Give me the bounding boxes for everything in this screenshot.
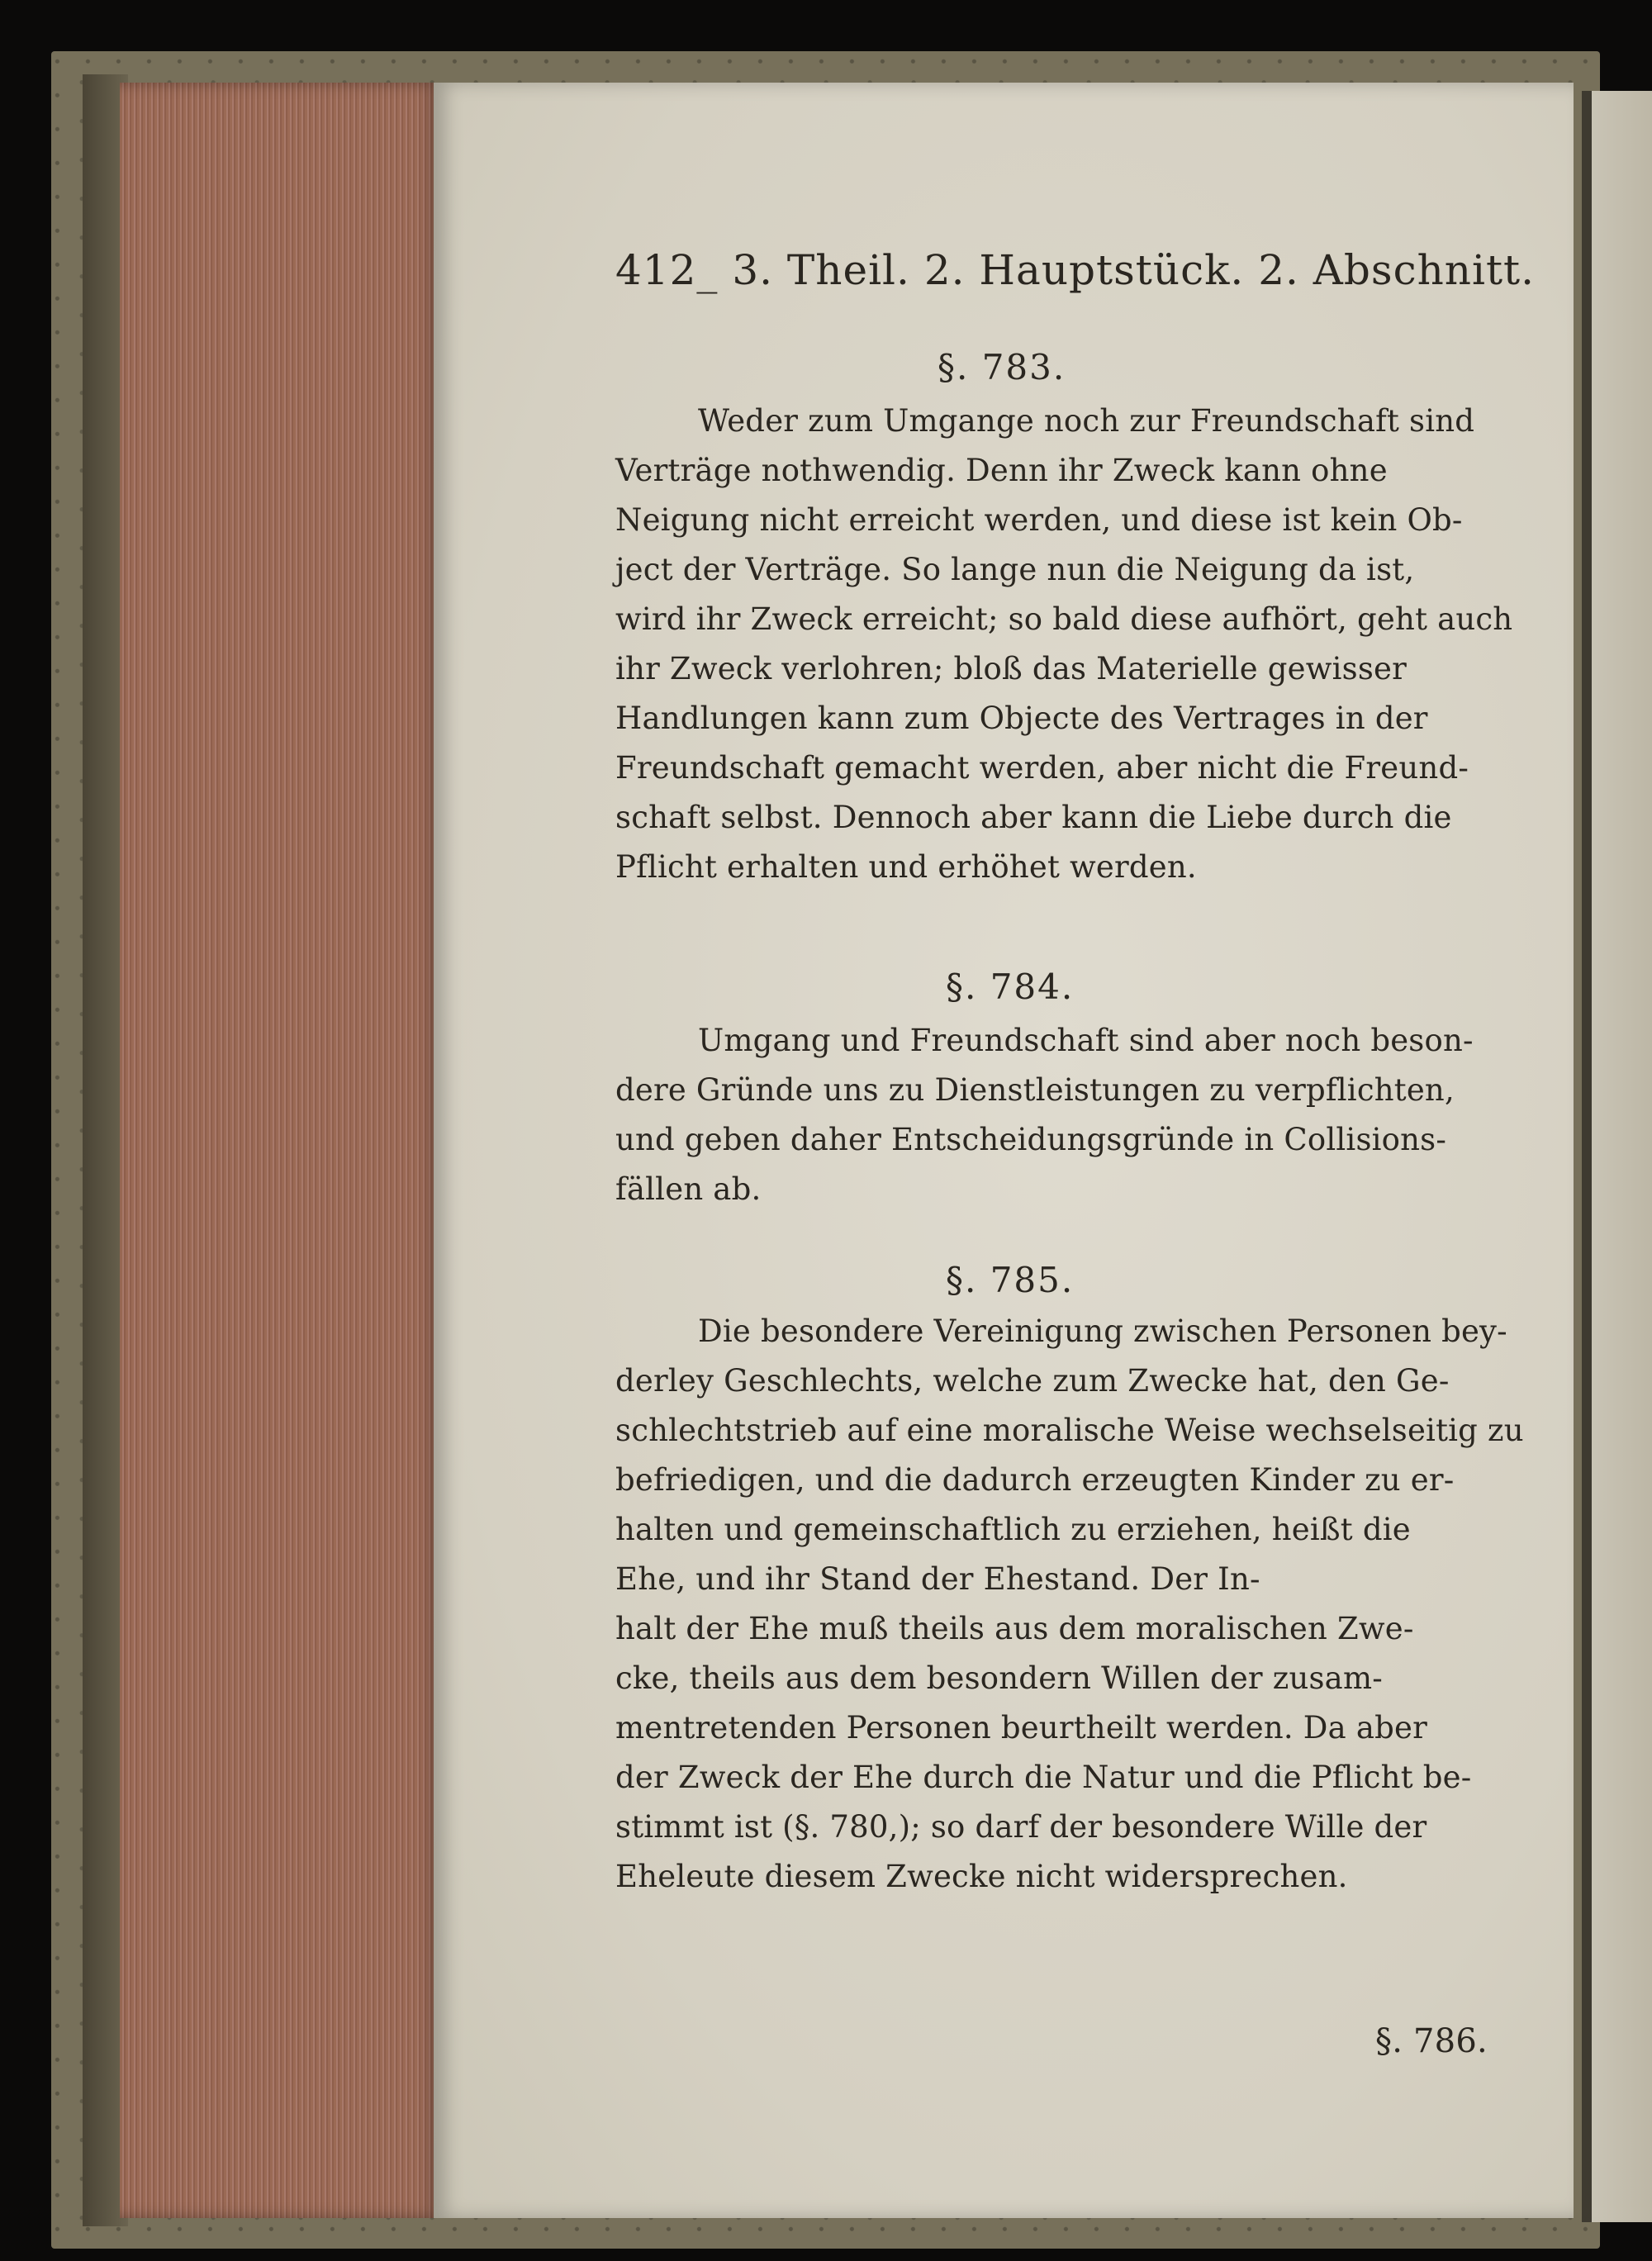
text-line: fällen ab.	[615, 1171, 762, 1207]
section-number: §. 784.	[946, 967, 1075, 1007]
page-block-edge	[120, 83, 442, 2218]
text-line: ihr Zweck verlohren; bloß das Materielle gewisser	[615, 651, 1408, 686]
text-line: derley Geschlechts, welche zum Zwecke hat, den Ge-	[615, 1363, 1450, 1399]
text-line: Neigung nicht erreicht werden, und diese ist kein Ob-	[615, 502, 1463, 538]
text-line: cke, theils aus dem besondern Willen der zusam-	[615, 1660, 1383, 1696]
text-line: befriedigen, und die dadurch erzeugten Kinder zu er-	[615, 1462, 1455, 1498]
text-line: schaft selbst. Dennoch aber kann die Liebe durch die	[615, 800, 1452, 835]
text-line: Freundschaft gemacht werden, aber nicht die Freund-	[615, 750, 1469, 786]
text-line: schlechtstrieb auf eine moralische Weise wechselseitig zu	[615, 1413, 1524, 1448]
text-line: Weder zum Umgange noch zur Freundschaft sind	[698, 403, 1475, 439]
text-line: Umgang und Freundschaft sind aber noch beson-	[698, 1023, 1474, 1058]
text-line: halt der Ehe muß theils aus dem moralischen Zwe-	[615, 1611, 1414, 1646]
catchword: §. 786.	[1375, 2022, 1488, 2060]
text-line: stimmt ist (§. 780,); so darf der besondere Wille der	[615, 1809, 1427, 1845]
text-line: dere Gründe uns zu Dienstleistungen zu verpflichten,	[615, 1072, 1455, 1108]
section-number: §. 783.	[938, 347, 1066, 387]
text-line: wird ihr Zweck erreicht; so bald diese aufhört, geht auch	[615, 601, 1513, 637]
running-header: 412_ 3. Theil. 2. Hauptstück. 2. Abschnitt.	[615, 246, 1536, 294]
text-line: Die besondere Vereinigung zwischen Personen bey-	[698, 1313, 1507, 1349]
text-line: und geben daher Entscheidungsgründe in Collisions-	[615, 1122, 1447, 1157]
text-line: Eheleute diesem Zwecke nicht widersprechen.	[615, 1859, 1348, 1894]
text-line: ject der Verträge. So lange nun die Neigung da ist,	[615, 552, 1415, 587]
text-line: der Zweck der Ehe durch die Natur und die Pflicht be-	[615, 1760, 1472, 1795]
text-line: mentretenden Personen beurtheilt werden. Da aber	[615, 1710, 1428, 1746]
text-line: Pflicht erhalten und erhöhet werden.	[615, 849, 1197, 885]
text-line: Handlungen kann zum Objecte des Vertrages in der	[615, 701, 1428, 736]
section-number: §. 785.	[946, 1260, 1075, 1300]
text-line: Verträge nothwendig. Denn ihr Zweck kann ohne	[615, 453, 1388, 488]
text-line: halten und gemeinschaftlich zu erziehen, heißt die	[615, 1512, 1411, 1547]
facing-page-edge	[1582, 91, 1652, 2222]
text-line: Ehe, und ihr Stand der Ehestand. Der In-	[615, 1561, 1260, 1597]
